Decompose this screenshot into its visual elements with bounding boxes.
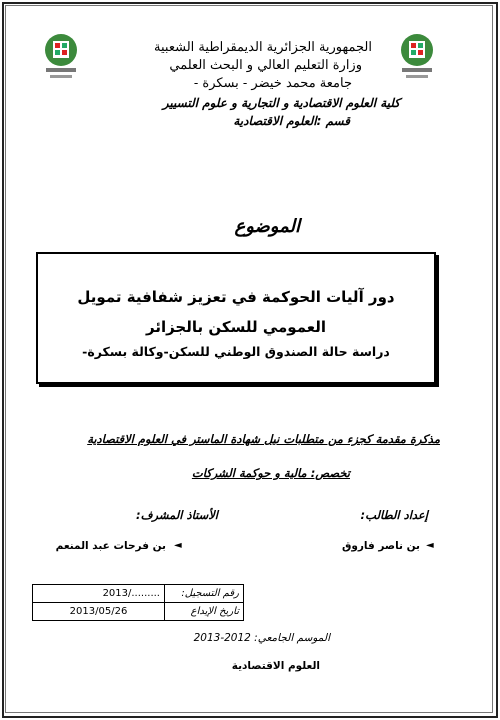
deposit-date-row [33, 603, 244, 621]
memo-specialty: تخصص: مالية و حوكمة الشركات [191, 466, 350, 480]
header-ministry: وزارة التعليم العالي و البحث العلمي [169, 58, 362, 73]
memo-description: مذكرة مقدمة كجزء من متطلبات نيل شهادة الماستر في العلوم الاقتصادية [87, 432, 440, 446]
registration-table [32, 584, 244, 621]
header-department: قسم :العلوم الاقتصادية [233, 114, 350, 128]
deposit-date-value: 2013/05/26 [33, 603, 165, 621]
header-republic: الجمهورية الجزائرية الديمقراطية الشعبية [154, 40, 372, 55]
university-logo-left-icon [40, 30, 82, 86]
footer-department: العلوم الاقتصادية [231, 660, 320, 672]
supervisor-arrow-icon: ◄ [174, 540, 182, 551]
thesis-title-box [36, 252, 436, 384]
academic-season: الموسم الجامعي: 2012-2013 [193, 632, 330, 644]
supervisor-label: الأستاذ المشرف: [136, 508, 218, 522]
reg-number-label: رقم التسجيل: [165, 585, 244, 603]
supervisor-name: بن فرحات عبد المنعم [55, 540, 166, 552]
subject-heading: الموضوع [234, 216, 300, 237]
student-arrow-icon: ◄ [426, 540, 434, 551]
header-faculty: كلية العلوم الاقتصادية و التجارية و علوم التسيير [162, 96, 400, 110]
registration-row [33, 585, 244, 603]
student-name: بن ناصر فاروق [341, 540, 420, 552]
university-logo-right-icon [396, 30, 438, 86]
student-label: إعداد الطالب: [360, 508, 428, 522]
header-university: جامعة محمد خيضر - بسكرة - [193, 76, 352, 91]
reg-number-value: 2013/......... [33, 585, 165, 603]
deposit-date-label: تاريخ الإيداع [165, 603, 244, 621]
thesis-title: دور آليات الحوكمة في تعزيز شفافية تمويل العمومي للسكن بالجزائر [77, 288, 395, 336]
thesis-subtitle: دراسة حالة الصندوق الوطني للسكن-وكالة بسكرة- [82, 344, 390, 359]
